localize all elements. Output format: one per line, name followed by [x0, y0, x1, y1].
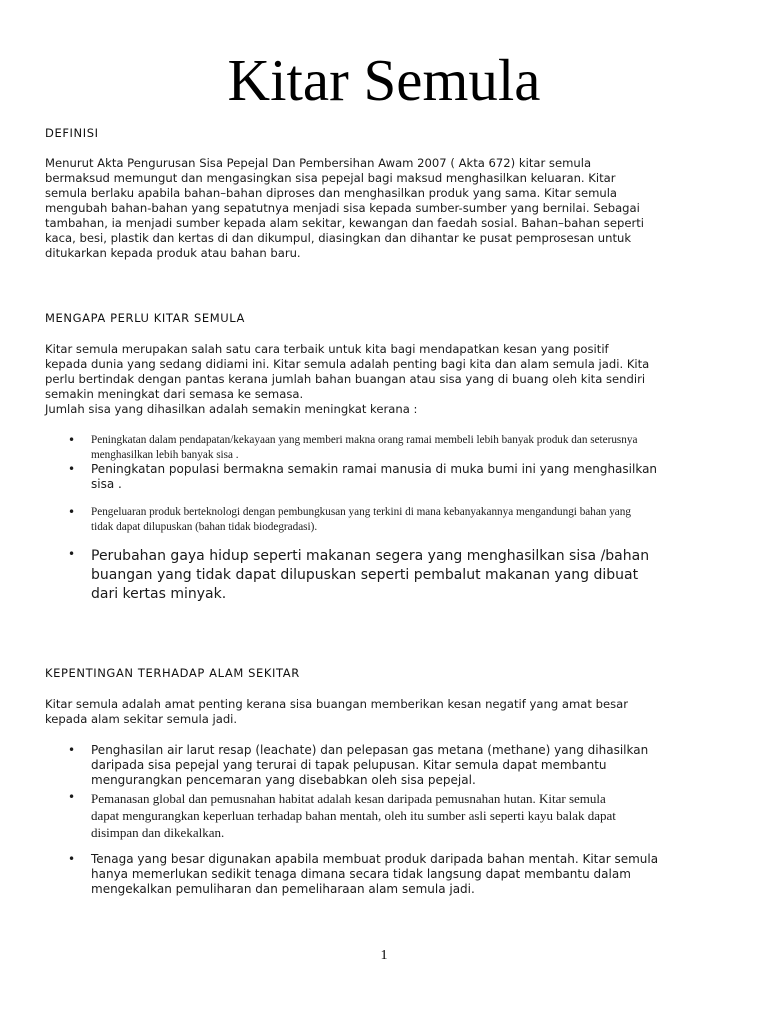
heading-definisi: DEFINISI	[45, 126, 99, 140]
bullet-icon: •	[68, 547, 76, 561]
list-item-text: Tenaga yang besar digunakan apabila membuat produk daripada bahan mentah. Kitar semula hanya memerlukan sedikit tenaga dimana secara tidak langsung dapat membantu dalam mengekalkan pemuliharan dan pemeliharaan alam semula jadi.	[91, 852, 659, 896]
heading-kepentingan: KEPENTINGAN TERHADAP ALAM SEKITAR	[45, 666, 300, 680]
paragraph-definisi: Menurut Akta Pengurusan Sisa Pepejal Dan Pembersihan Awam 2007 ( Akta 672) kitar semula bermaksud memungut dan mengasingkan sisa pepejal bagi maksud menghasilkan keluaran. Kitar semula berlaku apabila bahan–bahan diproses dan menghasilkan produk yang sama. Kitar semula mengubah bahan-bahan yang sepatutnya menjadi sisa kepada sumber-sumber yang bernilai. Sebagai tambahan, ia menjadi sumber kepada alam sekitar, kewangan dan faedah sosial. Bahan–bahan seperti kaca, besi, plastik dan kertas di dan dikumpul, diasingkan dan dihantar ke pusat pemprosesan untuk ditukarkan kepada produk atau bahan baru.	[45, 156, 645, 260]
list-item-text: Penghasilan air larut resap (leachate) dan pelepasan gas metana (methane) yang dihasilkan daripada sisa pepejal yang terurai di tapak pelupusan. Kitar semula dapat membantu mengurangkan pencemaran yang disebabkan oleh sisa pepejal.	[91, 743, 649, 787]
heading-mengapa: MENGAPA PERLU KITAR SEMULA	[45, 311, 246, 325]
paragraph-kepentingan: Kitar semula adalah amat penting kerana sisa buangan memberikan kesan negatif yang amat besar kepada alam sekitar semula jadi.	[45, 697, 629, 726]
bullet-icon: •	[68, 790, 76, 804]
paragraph-mengapa: Kitar semula merupakan salah satu cara terbaik untuk kita bagi mendapatkan kesan yang positif kepada dunia yang sedang didiami ini. Kitar semula adalah penting bagi kita dan alam semula jadi. Kita perlu bertindak dengan pantas kerana jumlah bahan buangan atau sisa yang di buang oleh kita sendiri semakin meningkat dari semasa ke semasa. Jumlah sisa yang dihasilkan adalah semakin meningkat kerana :	[45, 342, 650, 416]
bullet-icon: •	[68, 433, 76, 447]
list-item-text: Pemanasan global dan pemusnahan habitat adalah kesan daripada pemusnahan hutan. Kitar semula dapat mengurangkan keperluan terhadap bahan mentah, oleh itu sumber asli seperti kayu balak dapat disimpan dan dikekalkan.	[91, 791, 616, 840]
list-item-text: Perubahan gaya hidup seperti makanan segera yang menghasilkan sisa /bahan buangan yang tidak dapat dilupuskan seperti pembalut makanan yang dibuat dari kertas minyak.	[91, 548, 650, 602]
page-number: 1	[380, 948, 388, 963]
list-item-text: Pengeluaran produk berteknologi dengan pembungkusan yang terkini di mana kebanyakannya mengandungi bahan yang tidak dapat dilupuskan (bahan tidak biodegradasi).	[91, 506, 631, 533]
bullet-icon: •	[68, 505, 76, 519]
bullet-icon: •	[68, 852, 76, 866]
page-title: Kitar Semula	[227, 47, 541, 113]
list-item-text: Peningkatan dalam pendapatan/kekayaan yang memberi makna orang ramai membeli lebih banyak produk dan seterusnya menghasilkan lebih banyak sisa .	[91, 434, 638, 461]
list-item-text: Peningkatan populasi bermakna semakin ramai manusia di muka bumi ini yang menghasilkan sisa .	[91, 462, 658, 491]
bullet-icon: •	[68, 462, 76, 476]
bullet-icon: •	[68, 743, 76, 757]
